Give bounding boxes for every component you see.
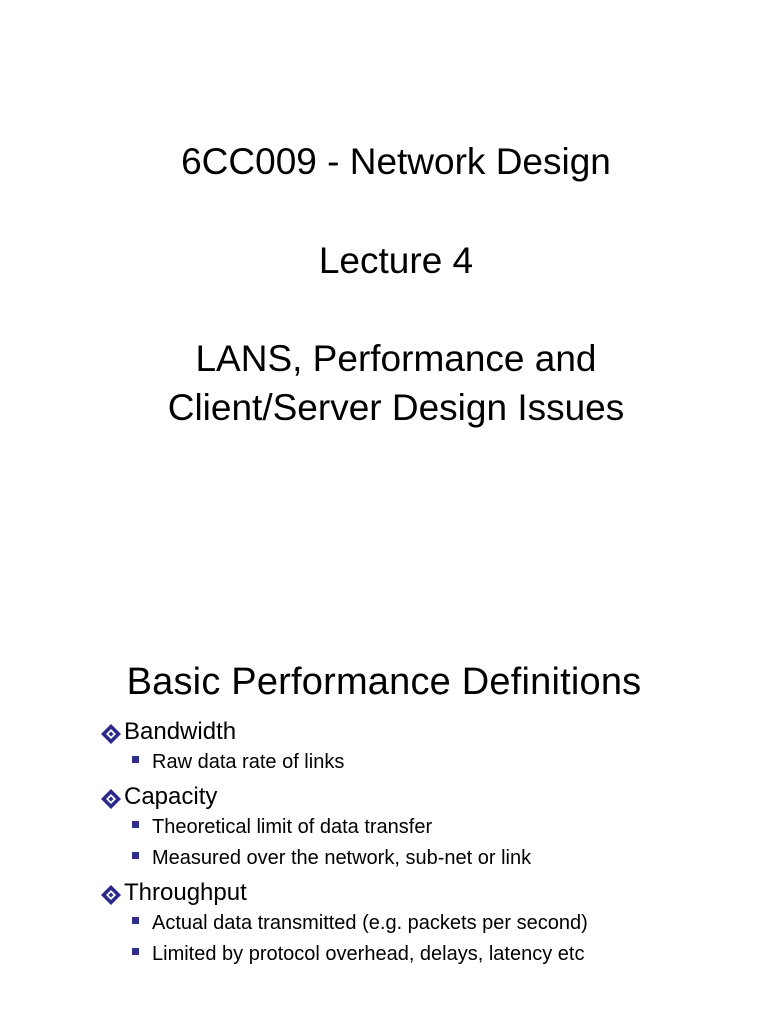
list-item-throughput (98, 879, 738, 966)
sub-item-text: Measured over the network, sub-net or link (152, 847, 532, 869)
sub-item (124, 911, 738, 935)
sub-list (124, 750, 738, 774)
item-label: Capacity (124, 783, 218, 810)
diamond-bullet-icon (100, 788, 122, 810)
sub-list (124, 815, 738, 870)
lecture-number: Lecture 4 (318, 240, 474, 281)
definition-list (98, 718, 738, 966)
sub-item-text: Limited by protocol overhead, delays, latency etc (152, 943, 585, 965)
sub-item (124, 815, 738, 839)
list-item-bandwidth (98, 718, 738, 774)
diamond-bullet-icon (100, 884, 122, 906)
item-label: Throughput (124, 879, 247, 906)
lecture-topic-line-2: Client/Server Design Issues (167, 387, 625, 428)
course-title: 6CC009 - Network Design (181, 141, 611, 182)
sub-item (124, 750, 738, 774)
lecture-topic-line-1: LANS, Performance and (195, 338, 597, 379)
diamond-bullet-icon (100, 723, 122, 745)
sub-item (124, 942, 738, 966)
slide-heading: Basic Performance Definitions (126, 661, 642, 703)
square-bullet-icon (132, 821, 139, 828)
sub-item (124, 846, 738, 870)
square-bullet-icon (132, 852, 139, 859)
lecture-topic (12, 334, 768, 432)
item-label: Bandwidth (124, 718, 237, 745)
sub-list (124, 911, 738, 966)
sub-item-text: Actual data transmitted (e.g. packets per second) (152, 912, 588, 934)
square-bullet-icon (132, 917, 139, 924)
list-item-capacity (98, 783, 738, 870)
sub-item-text: Theoretical limit of data transfer (152, 816, 433, 838)
sub-item-text: Raw data rate of links (152, 751, 345, 773)
definitions-slide (0, 512, 768, 1024)
square-bullet-icon (132, 756, 139, 763)
square-bullet-icon (132, 948, 139, 955)
